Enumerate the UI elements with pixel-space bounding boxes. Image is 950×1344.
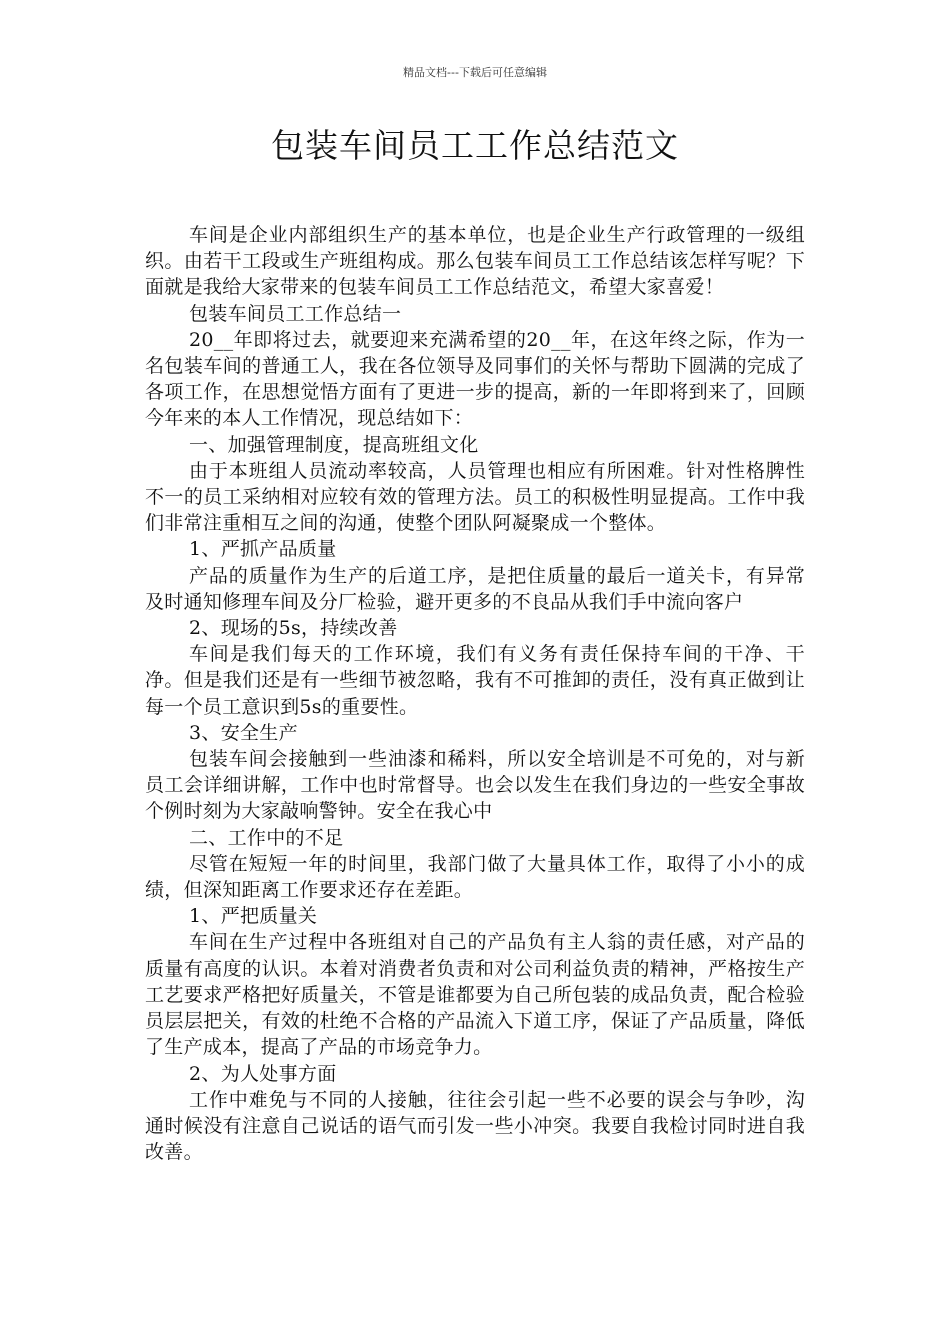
body-paragraph: 车间是我们每天的工作环境，我们有义务有责任保持车间的干净、干净。但是我们还是有一些细节被忽略，我有不可推卸的责任，没有真正做到让每一个员工意识到5s的重要性。 <box>145 643 805 718</box>
body-paragraph: 工作中难免与不同的人接触，往往会引起一些不必要的误会与争吵，沟通时候没有注意自己说话的语气而引发一些小冲突。我要自我检讨同时进自我改善。 <box>145 1088 805 1164</box>
body-paragraph: 尽管在短短一年的时间里，我部门做了大量具体工作，取得了小小的成绩，但深知距离工作要求还存在差距。 <box>145 852 805 902</box>
body-paragraph: 车间在生产过程中各班组对自己的产品负有主人翁的责任感，对产品的质量有高度的认识。本着对消费者负责和对公司利益负责的精神，严格按生产工艺要求严格把好质量关，不管是谁都要为自己所包装的成品负责，配合检验员层层把关，有效的杜绝不合格的产品流入下道工序，保证了产品质量，降低了生产成本，提高了产品的市场竞争力。 <box>145 931 805 1059</box>
document-title: 包装车间员工工作总结范文 <box>271 126 679 165</box>
section-heading: 一、加强管理制度，提高班组文化 <box>189 433 479 456</box>
subsection-heading: 1、严抓产品质量 <box>189 538 337 561</box>
subsection-heading: 3、安全生产 <box>189 721 298 744</box>
document-body <box>145 222 805 1165</box>
subsection-heading: 2、现场的5s，持续改善 <box>189 617 398 640</box>
intro-paragraph: 车间是企业内部组织生产的基本单位，也是企业生产行政管理的一级组织。由若干工段或生产班组构成。那么包装车间员工工作总结该怎样写呢？下面就是我给大家带来的包装车间员工工作总结范文，希望大家喜爱！ <box>145 224 805 299</box>
body-paragraph: 20__年即将过去，就要迎来充满希望的20__年，在这年终之际，作为一名包装车间的普通工人，我在各位领导及同事们的关怀与帮助下圆满的完成了各项工作，在思想觉悟方面有了更进一步的提高，新的一年即将到来了，回顾今年来的本人工作情况，现总结如下： <box>145 328 805 430</box>
body-paragraph: 产品的质量作为生产的后道工序，是把住质量的最后一道关卡，有异常及时通知修理车间及分厂检验，避开更多的不良品从我们手中流向客户 <box>145 564 805 613</box>
section-heading: 二、工作中的不足 <box>189 826 344 849</box>
body-paragraph: 由于本班组人员流动率较高，人员管理也相应有所困难。针对性格脾性不一的员工采纳相对应较有效的管理方法。员工的积极性明显提高。工作中我们非常注重相互之间的沟通，使整个团队阿凝聚成一个整体。 <box>145 459 805 535</box>
section-heading: 包装车间员工工作总结一 <box>189 302 402 325</box>
body-paragraph: 包装车间会接触到一些油漆和稀料，所以安全培训是不可免的，对与新员工会详细讲解，工作中也时常督导。也会以发生在我们身边的一些安全事故个例时刻为大家敲响警钟。安全在我心中 <box>145 748 805 823</box>
page-header: 精品文档---下载后可任意编辑 <box>403 66 547 79</box>
subsection-heading: 1、严把质量关 <box>189 905 318 928</box>
subsection-heading: 2、为人处事方面 <box>189 1062 337 1085</box>
